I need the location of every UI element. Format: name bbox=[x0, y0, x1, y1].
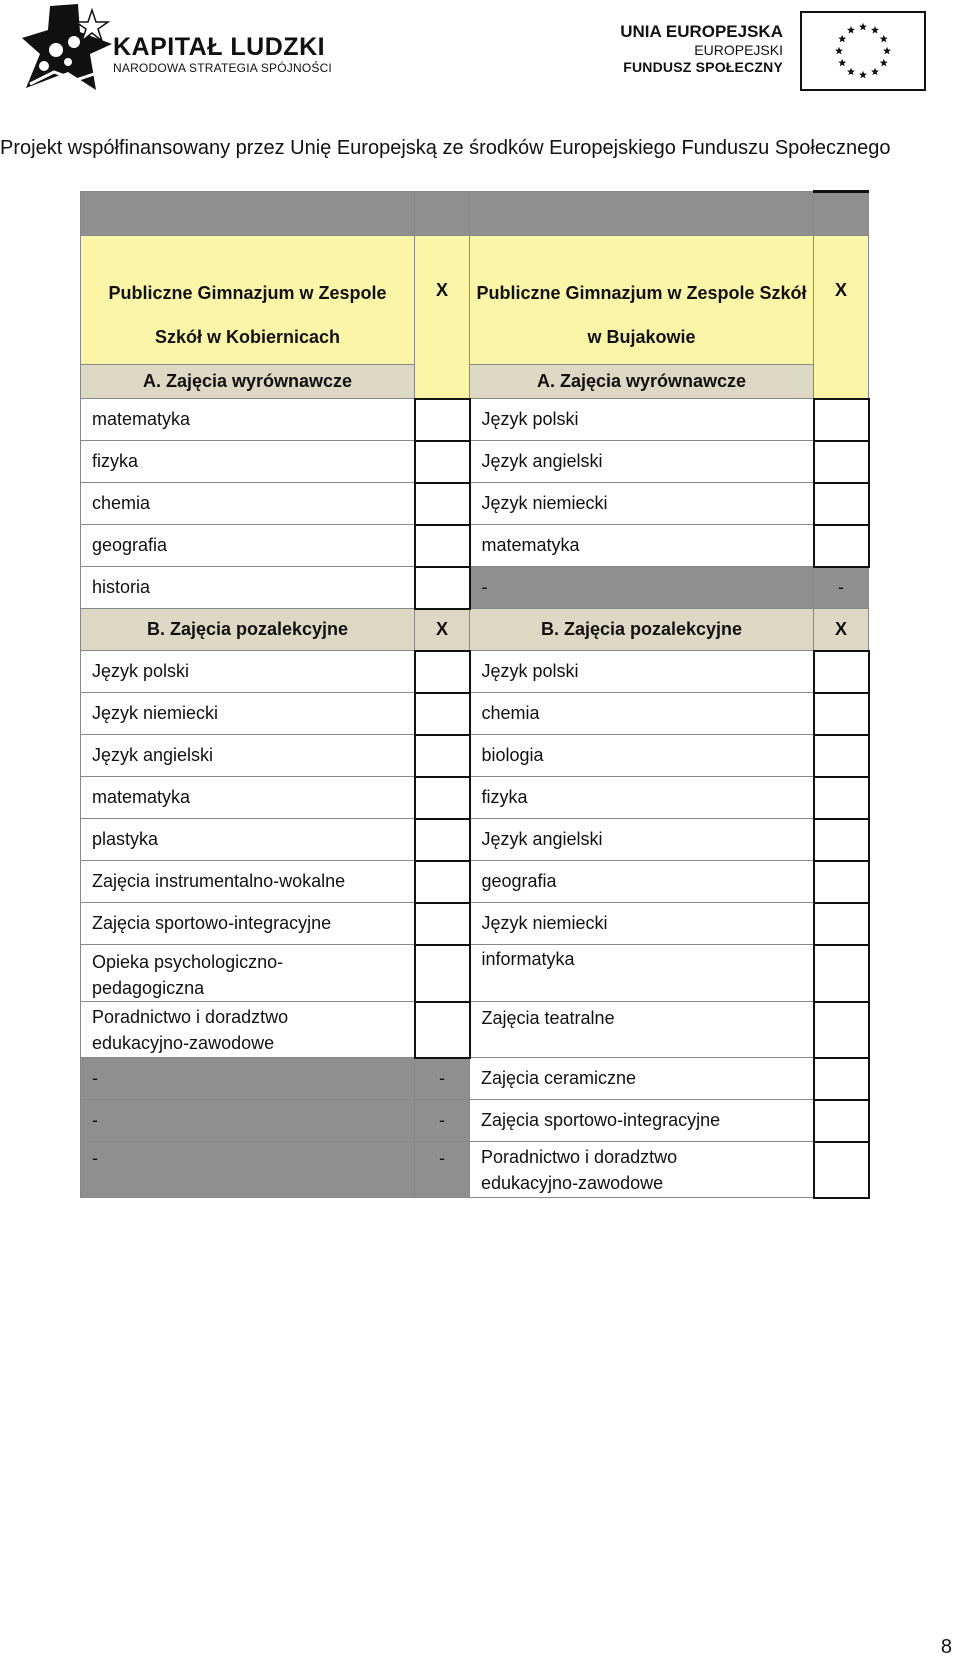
a-left-subject: fizyka bbox=[81, 441, 415, 483]
section-b-right-title: B. Zajęcia pozalekcyjne bbox=[470, 609, 814, 651]
checkbox-cell[interactable] bbox=[814, 819, 869, 861]
checkbox-cell[interactable] bbox=[814, 441, 869, 483]
eu-star-icon bbox=[871, 26, 879, 34]
eu-star-icon bbox=[838, 35, 846, 43]
checkbox-cell[interactable] bbox=[415, 441, 470, 483]
b-left-activity: Język niemiecki bbox=[81, 693, 415, 735]
checkbox-cell[interactable] bbox=[814, 903, 869, 945]
b-right-activity: Zajęcia sportowo-integracyjne bbox=[470, 1100, 814, 1142]
a-right-subject: Język polski bbox=[470, 399, 814, 441]
b-right-activity: biologia bbox=[470, 735, 814, 777]
empty-dash-cell: - bbox=[415, 1142, 470, 1198]
table-row bbox=[81, 735, 869, 777]
empty-dash-cell: - bbox=[81, 1142, 415, 1198]
eu-star-icon bbox=[883, 47, 891, 55]
a-left-subject: historia bbox=[81, 567, 415, 609]
checkbox-cell[interactable] bbox=[415, 567, 470, 609]
a-right-subject: matematyka bbox=[470, 525, 814, 567]
eu-star-icon bbox=[847, 26, 855, 34]
checkbox-cell[interactable] bbox=[415, 483, 470, 525]
b-right-activity: informatyka bbox=[470, 945, 814, 1002]
eu-fund-text bbox=[620, 22, 783, 76]
section-a-right-title: A. Zajęcia wyrównawcze bbox=[470, 365, 814, 399]
table-row bbox=[81, 567, 869, 609]
eu-star-icon bbox=[847, 68, 855, 76]
empty-dash-cell: - bbox=[81, 1058, 415, 1100]
eu-line-3: FUNDUSZ SPOŁECZNY bbox=[623, 59, 783, 75]
table-row bbox=[81, 399, 869, 441]
logo-subtitle: NARODOWA STRATEGIA SPÓJNOŚCI bbox=[113, 61, 332, 75]
a-right-subject: Język niemiecki bbox=[470, 483, 814, 525]
gray-header-cell bbox=[814, 192, 869, 236]
empty-dash-cell: - bbox=[415, 1058, 470, 1100]
b-right-activity: Język niemiecki bbox=[470, 903, 814, 945]
table-row bbox=[81, 861, 869, 903]
empty-dash-cell: - bbox=[470, 567, 814, 609]
checkbox-cell[interactable] bbox=[814, 525, 869, 567]
section-b-left-title: B. Zajęcia pozalekcyjne bbox=[81, 609, 415, 651]
offer-table bbox=[80, 190, 870, 1199]
eu-star-icon bbox=[838, 59, 846, 67]
page-header bbox=[0, 0, 960, 159]
section-a-left-title: A. Zajęcia wyrównawcze bbox=[81, 365, 415, 399]
school-right-name: Publiczne Gimnazjum w Zespole Szkół w Bujakowie bbox=[470, 236, 814, 365]
b-right-activity: Język angielski bbox=[470, 819, 814, 861]
table-row bbox=[81, 441, 869, 483]
eu-star-icon bbox=[880, 59, 888, 67]
checkbox-cell[interactable] bbox=[415, 777, 470, 819]
table-row bbox=[81, 1058, 869, 1100]
table-row bbox=[81, 903, 869, 945]
eu-star-icon bbox=[859, 71, 867, 79]
school-left-name: Publiczne Gimnazjum w Zespole Szkół w Kobiernicach bbox=[81, 236, 415, 365]
section-b-right-x-mark: X bbox=[814, 609, 869, 651]
b-right-activity: geografia bbox=[470, 861, 814, 903]
checkbox-cell[interactable] bbox=[415, 819, 470, 861]
gray-header-cell bbox=[415, 192, 470, 236]
checkbox-cell[interactable] bbox=[415, 651, 470, 693]
b-right-activity: Zajęcia teatralne bbox=[470, 1002, 814, 1058]
a-left-subject: chemia bbox=[81, 483, 415, 525]
b-left-activity: plastyka bbox=[81, 819, 415, 861]
eu-line-1: UNIA EUROPEJSKA bbox=[620, 22, 783, 41]
section-b-row bbox=[81, 609, 869, 651]
checkbox-cell[interactable] bbox=[415, 399, 470, 441]
section-a-row bbox=[81, 365, 869, 399]
b-left-activity: Język angielski bbox=[81, 735, 415, 777]
b-right-activity: Zajęcia ceramiczne bbox=[470, 1058, 814, 1100]
checkbox-cell[interactable] bbox=[814, 735, 869, 777]
table-row bbox=[81, 1100, 869, 1142]
checkbox-cell[interactable] bbox=[814, 399, 869, 441]
school-right-x-mark: X bbox=[814, 236, 869, 399]
table-row bbox=[81, 819, 869, 861]
b-left-activity: Zajęcia sportowo-integracyjne bbox=[81, 903, 415, 945]
eu-flag-icon bbox=[800, 11, 926, 91]
project-cofinance-line: Projekt współfinansowany przez Unię Europejską ze środków Europejskiego Funduszu Społecznego bbox=[0, 137, 891, 159]
checkbox-cell[interactable] bbox=[415, 903, 470, 945]
a-left-subject: geografia bbox=[81, 525, 415, 567]
table-row bbox=[81, 693, 869, 735]
empty-dash-cell: - bbox=[814, 567, 869, 609]
checkbox-cell[interactable] bbox=[814, 651, 869, 693]
table-row bbox=[81, 1142, 869, 1198]
empty-dash-cell: - bbox=[81, 1100, 415, 1142]
checkbox-cell[interactable] bbox=[814, 1002, 869, 1058]
checkbox-cell[interactable] bbox=[415, 945, 470, 1002]
kapital-ludzki-logo bbox=[20, 2, 115, 94]
b-left-activity: Poradnictwo i doradztwo edukacyjno-zawodowe bbox=[81, 1002, 415, 1058]
page-number: 8 bbox=[940, 1636, 952, 1658]
checkbox-cell[interactable] bbox=[814, 777, 869, 819]
checkbox-cell[interactable] bbox=[814, 945, 869, 1002]
eu-star-icon bbox=[835, 47, 843, 55]
b-left-activity: Opieka psychologiczno-pedagogiczna bbox=[81, 945, 415, 1002]
b-right-activity: Poradnictwo i doradztwo edukacyjno-zawodowe bbox=[470, 1142, 814, 1198]
eu-star-icon bbox=[859, 23, 867, 31]
table-row bbox=[81, 483, 869, 525]
checkbox-cell[interactable] bbox=[415, 735, 470, 777]
school-header-row bbox=[81, 236, 869, 365]
section-b-left-x-mark: X bbox=[415, 609, 470, 651]
b-right-activity: fizyka bbox=[470, 777, 814, 819]
eu-line-2: EUROPEJSKI bbox=[694, 42, 783, 58]
b-right-activity: Język polski bbox=[470, 651, 814, 693]
checkbox-cell[interactable] bbox=[814, 1058, 869, 1100]
table-row bbox=[81, 1002, 869, 1058]
gray-header-cell bbox=[81, 192, 415, 236]
empty-dash-cell: - bbox=[415, 1100, 470, 1142]
table-row bbox=[81, 945, 869, 1002]
checkbox-cell[interactable] bbox=[814, 1142, 869, 1198]
checkbox-cell[interactable] bbox=[415, 861, 470, 903]
gray-header-cell bbox=[470, 192, 814, 236]
checkbox-cell[interactable] bbox=[415, 1002, 470, 1058]
checkbox-cell[interactable] bbox=[814, 483, 869, 525]
b-left-activity: Język polski bbox=[81, 651, 415, 693]
checkbox-cell[interactable] bbox=[814, 693, 869, 735]
eu-star-icon bbox=[880, 35, 888, 43]
table-row bbox=[81, 777, 869, 819]
b-left-activity: Zajęcia instrumentalno-wokalne bbox=[81, 861, 415, 903]
checkbox-cell[interactable] bbox=[415, 693, 470, 735]
checkbox-cell[interactable] bbox=[814, 861, 869, 903]
kapital-ludzki-text bbox=[113, 33, 332, 75]
b-right-activity: chemia bbox=[470, 693, 814, 735]
checkbox-cell[interactable] bbox=[415, 525, 470, 567]
school-left-x-mark: X bbox=[415, 236, 470, 399]
b-left-activity: matematyka bbox=[81, 777, 415, 819]
logo-title: KAPITAŁ LUDZKI bbox=[113, 33, 326, 61]
a-left-subject: matematyka bbox=[81, 399, 415, 441]
eu-star-icon bbox=[871, 68, 879, 76]
table-row bbox=[81, 525, 869, 567]
checkbox-cell[interactable] bbox=[814, 1100, 869, 1142]
a-right-subject: Język angielski bbox=[470, 441, 814, 483]
table-row bbox=[81, 651, 869, 693]
table-gray-header-row bbox=[81, 192, 869, 236]
